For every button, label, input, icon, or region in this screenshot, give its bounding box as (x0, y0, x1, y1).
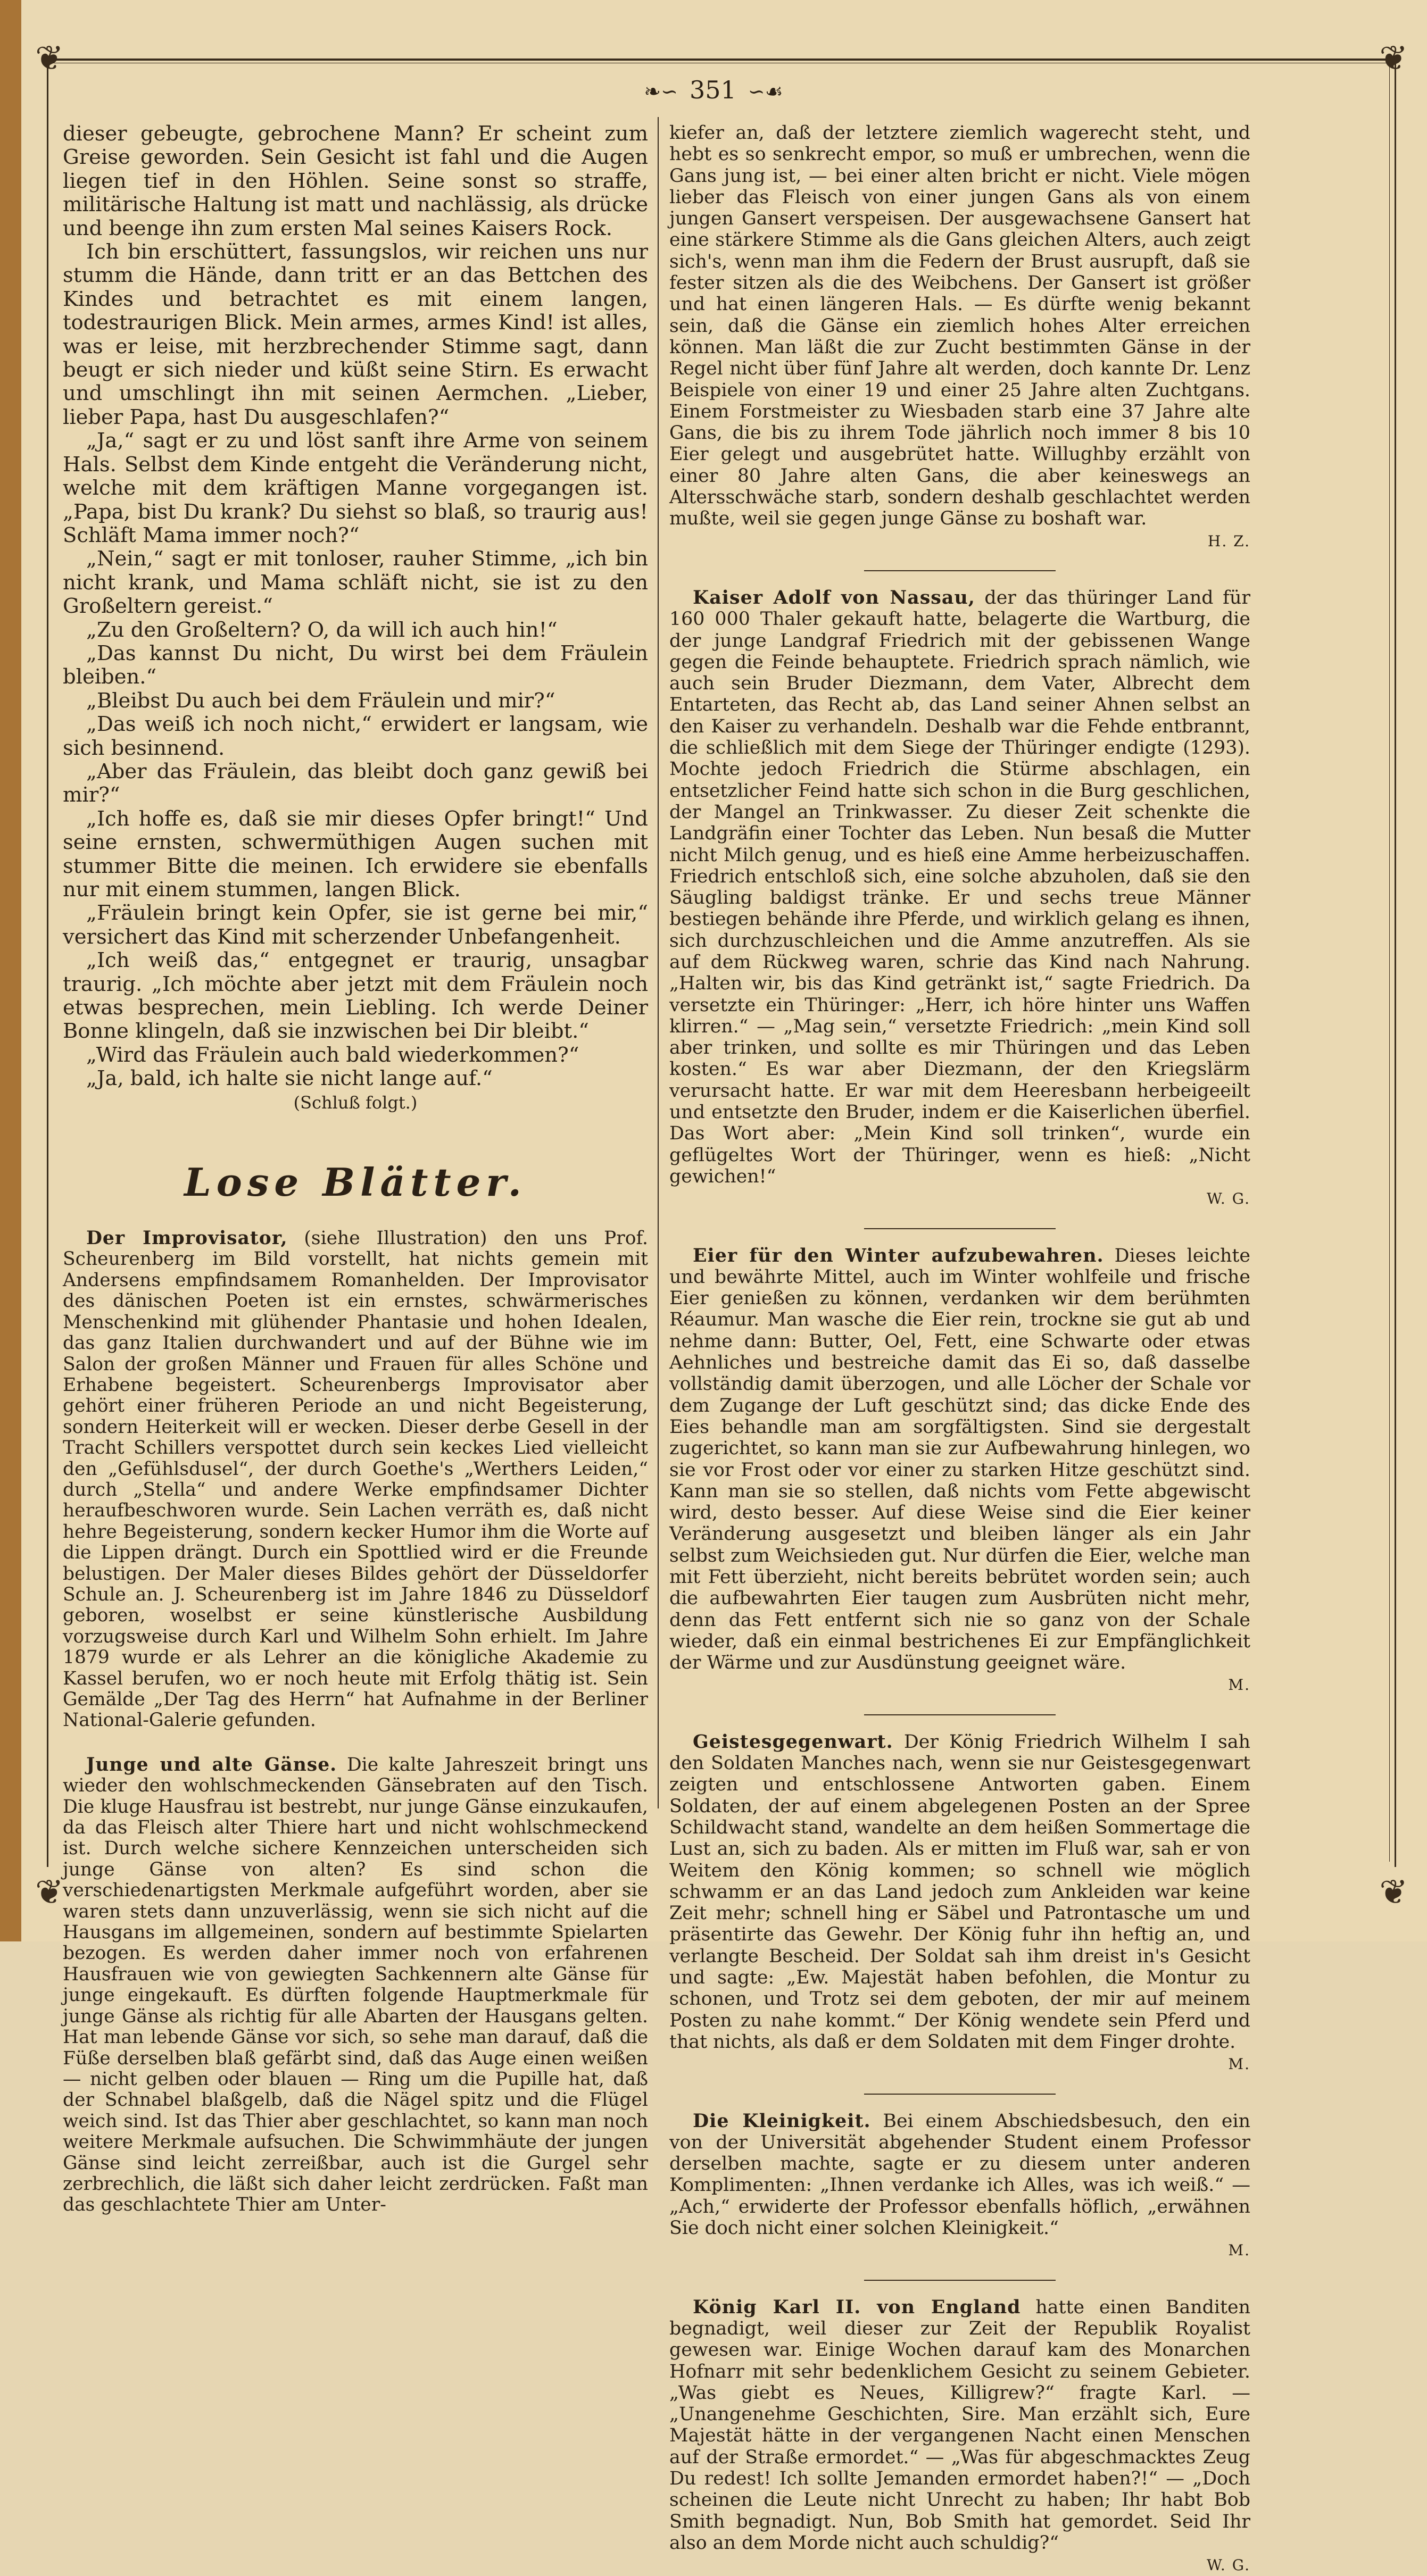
article-heading: Die Kleinigkeit. (693, 2110, 871, 2132)
right-border-inner (1389, 63, 1390, 1862)
author-signature: M. (1228, 2241, 1250, 2260)
author-signature: M. (1228, 1676, 1250, 1694)
article-text: (siehe Illustration) den uns Prof. Scheurenberg im Bild vorstellt, hat nichts gemein mit Andersens empfindsamem Romanhelden. Der Improvisator des dänischen Poeten ist ein ernstes, schwärmerisches Menschenkind mit glühender Phantasie und hohen Idealen, das ganz Italien durchwandert und auf der Bühne wie im Salon der großen Männer und Frauen für alles Schöne und Erhabene begeistert. Scheurenbergs Improvisator aber gehört einer früheren Periode an und nicht Begeisterung, sondern Heiterkeit will er wecken. Dieser derbe Gesell in der Tracht Schillers verspottet durch sein keckes Lied vielleicht den „Gefühlsdusel“, der durch Goethe's „Werthers Leiden,“ durch „Stella“ und andere Werke empfindsamer Dichter heraufbeschworen wurde. Sein Lachen verräth es, daß nicht hehre Begeisterung, sondern kecker Humor ihm die Worte auf die Lippen drängt. Durch ein Spottlied wird er die Freunde belustigen. Der Maler dieses Bildes gehört der Düsseldorfer Schule an. J. Scheurenberg ist im Jahre 1846 zu Düsseldorf geboren, woselbst er seine künstlerische Ausbildung vorzugsweise durch Karl und Wilhelm Sohn erhielt. Im Jahre 1879 wurde er als Lehrer an die königliche Akademie zu Kassel berufen, wo er noch heute mit Erfolg thätig ist. Sein Gemälde „Der Tag des Herrn“ hat Aufnahme in der Berliner National-Galerie gefunden. (63, 1228, 648, 1731)
article-divider (864, 2280, 1056, 2281)
article-text: der das thüringer Land für 160 000 Thaler gekauft hatte, belagerte die Wartburg, die der junge Landgraf Friedrich mit der gebissenen Wange gegen die Feinde behauptete. Friedrich sprach nämlich, wie auch sein Bruder Diezmann, dem Vater, Albrecht dem Entarteten, das Recht ab, das Land seiner Ahnen selbst an den Kaiser zu verhandeln. Deshalb war die Fehde entbrannt, die schließlich mit dem Siege der Thüringer endigte (1293). Mochte jedoch Friedrich die Stürme abschlagen, ein entsetzlicher Feind hatte sich schon in die Burg geschlichen, der Mangel an Trinkwasser. Zu dieser Zeit schenkte die Landgräfin einer Tochter das Leben. Nun besaß die Mutter nicht Milch genug, und es hieß eine Amme herbeizuschaffen. Friedrich entschloß sich, eine solche abzuholen, daß sie den Säugling baldigst tränke. Er und sechs treue Männer bestiegen behände ihre Pferde, und wirklich gelang es ihnen, sich durchzuschleichen und die Amme anzutreffen. Als sie auf dem Rückweg waren, schrie das Kind nach Nahrung. „Halten wir, bis das Kind getränkt ist,“ sagte Friedrich. Da versetzte ein Thüringer: „Herr, ich höre hinter uns Waffen klirren.“ — „Mag sein,“ versetzte Friedrich: „mein Kind soll aber trinken, und sollte es mir Thüringen und das Leben kosten.“ Es war aber Diezmann, der den Kriegslärm verursacht hatte. Er war mit dem Heeresbann herbeigeeilt und entsetzte den Bruder, indem er die Kaiserlichen überfiel. Das Wort aber: „Mein Kind soll trinken“, wurde ein geflügeltes Wort der Thüringer, wenn es hieß: „Nicht gewichen!“ (669, 587, 1250, 1187)
corner-ornament-icon: ❦ (35, 39, 64, 78)
story-paragraph: „Zu den Großeltern? O, da will ich auch hin!“ (86, 618, 558, 642)
article-gaense (63, 1755, 648, 2216)
article-heading: Geistesgegenwart. (693, 1730, 893, 1753)
article-text: Der König Friedrich Wilhelm I sah den Soldaten Manches nach, wenn sie nur Geistesgegenwart zeigten und entschlossene Antworten gaben. Einem Soldaten, der auf einem abgelegenen Posten an der Spree Schildwacht stand, wandelte an dem heißen Sommertage die Lust an, sich zu baden. Als er mitten im Fluß war, sah er von Weitem den König kommen; so schnell wie möglich schwamm er an das Land jedoch zum Ankleiden war keine Zeit mehr; schnell hing er Säbel und Patrontasche um und präsentirte das Gewehr. Der König fuhr ihn heftig an, und verlangte Bescheid. Der Soldat sah ihm dreist in's Gesicht und sagte: „Ew. Majestät haben befohlen, die Montur zu schonen, und Trotz sei dem geboten, der mir auf meinem Posten zu nahe kommt.“ Der König wendete sein Pferd und that nichts, als daß er dem Soldaten mit dem Finger drohte. (669, 1731, 1250, 2053)
article-karl (669, 2297, 1250, 2554)
author-signature: H. Z. (1207, 532, 1250, 550)
left-column (63, 122, 648, 2216)
continuation-note: (Schluß folgt.) (293, 1092, 418, 1113)
article-heading: Eier für den Winter aufzubewahren. (693, 1244, 1104, 1266)
article-text: kiefer an, daß der letztere ziemlich wagerecht steht, und hebt es so senkrecht empor, so muß er umbrechen, wenn die Gans jung ist, — bei einer alten bricht er nicht. Viele mögen lieber das Fleisch von einer jungen Gans als von einem jungen Gansert verspeisen. Der ausgewachsene Gansert hat eine stärkere Stimme als die Gans gleichen Alters, auch zeigt sich's, wenn man ihm die Federn der Brust ausrupft, daß sie fester sitzen als die des Weibchens. Der Gansert ist größer und hat einen längeren Hals. — Es dürfte wenig bekannt sein, daß die Gänse ein ziemlich hohes Alter erreichen können. Man läßt die zur Zucht bestimmten Gänse in der Regel nicht über fünf Jahre alt werden, doch kannte Dr. Lenz Beispiele von einer 19 und einer 25 Jahre alten Zuchtgans. Einem Forstmeister zu Wiesbaden starb eine 37 Jahre alte Gans, die bis zu ihrem Tode jährlich noch immer 8 bis 10 Eier gelegt und ausgebrütet hatte. Willughby erzählt von einer 80 Jahre alten Gans, die aber keineswegs an Altersschwäche starb, sondern deshalb geschlachtet werden mußte, weil sie gegen junge Gänse zu boshaft war. (669, 122, 1250, 530)
article-divider (864, 1714, 1056, 1715)
story-paragraph: „Ja,“ sagt er zu und löst sanft ihre Arme von seinem Hals. Selbst dem Kinde entgeht die Veränderung nicht, welche mit dem kräftigen Manne vorgegangen ist. „Papa, bist Du krank? Du siehst so blaß, so traurig aus! Schläft Mama immer noch?“ (63, 429, 648, 547)
story-paragraph: „Nein,“ sagt er mit tonloser, rauher Stimme, „ich bin nicht krank, und Mama schläft nicht, sie ist zu den Großeltern gereist.“ (63, 547, 648, 619)
section-title: Lose Blätter. (184, 1160, 527, 1205)
article-divider (864, 2094, 1056, 2095)
article-divider (864, 570, 1056, 571)
article-adolf (669, 587, 1250, 1187)
article-improvisator (63, 1228, 648, 1731)
column-divider (658, 117, 659, 1808)
article-heading: Der Improvisator, (86, 1228, 288, 1249)
corner-ornament-icon: ❦ (1379, 39, 1408, 78)
author-signature: W. G. (1207, 1190, 1250, 1208)
page-header (0, 76, 1427, 104)
page-edge (0, 0, 21, 1941)
header-ornament-icon: ❧∽ (644, 80, 678, 103)
right-border (1395, 59, 1396, 1867)
story-paragraph: „Das kannst Du nicht, Du wirst bei dem Fräulein bleiben.“ (63, 641, 648, 689)
story-paragraph: „Ich hoffe es, daß sie mir dieses Opfer bringt!“ Und seine ernsten, schwermüthigen Augen suchen mit stummer Bitte die meinen. Ich erwidere sie ebenfalls nur mit einem stummen, langen Blick. (63, 806, 648, 902)
story-paragraph: „Ja, bald, ich halte sie nicht lange auf.“ (86, 1066, 493, 1091)
page-number: 351 (689, 76, 736, 104)
corner-ornament-icon: ❦ (35, 1873, 64, 1912)
article-eier (669, 1245, 1250, 1674)
top-border (48, 59, 1395, 61)
story-paragraph: „Das weiß ich noch nicht,“ erwidert er langsam, wie sich besinnend. (63, 712, 648, 760)
author-signature: M. (1228, 2055, 1250, 2073)
story-paragraph: „Bleibst Du auch bei dem Fräulein und mir?“ (86, 688, 555, 713)
story-paragraph: „Fräulein bringt kein Opfer, sie ist gerne bei mir,“ versichert das Kind mit scherzender Unbefangenheit. (63, 901, 648, 949)
story-paragraph: „Aber das Fräulein, das bleibt doch ganz gewiß bei mir?“ (63, 759, 648, 807)
right-column (669, 122, 1250, 2576)
story-paragraph: Ich bin erschüttert, fassungslos, wir reichen uns nur stumm die Hände, dann tritt er an das Bettchen des Kindes und betrachtet es mit einem langen, todestraurigen Blick. Mein armes, armes Kind! ist alles, was er leise, mit herzbrechender Stimme sagt, dann beugt er sich nieder und küßt seine Stirn. Es erwacht und umschlingt ihn mit seinen Aermchen. „Lieber, lieber Papa, hast Du ausgeschlafen?“ (63, 240, 648, 429)
article-heading: König Karl II. von England (693, 2296, 1021, 2318)
article-kleinigkeit (669, 2111, 1250, 2239)
header-ornament-icon: ∽☙ (748, 80, 783, 103)
story-paragraph: „Wird das Fräulein auch bald wiederkommen?“ (86, 1043, 579, 1067)
author-signature: W. G. (1207, 2556, 1250, 2574)
article-text: hatte einen Banditen begnadigt, weil dieser zur Zeit der Republik Royalist gewesen war. Einige Wochen darauf kam des Monarchen Hofnarr mit sehr bedenklichem Gesicht zu seinem Gebieter. „Was giebt es Neues, Killigrew?“ fragte Karl. — „Unangenehme Geschichten, Sire. Man erzählt sich, Eure Majestät hätte in der vergangenen Nacht einen Menschen auf der Straße ermordet.“ — „Was für abgeschmacktes Zeug Du redest! Ich sollte Jemanden ermordet haben?!“ — „Doch scheinen die Leute nicht Unrecht zu haben; Ihr habt Bob Smith begnadigt. Nun, Bob Smith hat gemordet. Seid Ihr also an dem Morde nicht auch schuldig?“ (669, 2296, 1251, 2554)
story-paragraph: dieser gebeugte, gebrochene Mann? Er scheint zum Greise geworden. Sein Gesicht ist fahl und die Augen liegen tief in den Höhlen. Seine sonst so straffe, militärische Haltung ist matt und nachlässig, als drücke und beenge ihn zum ersten Mal seines Kaisers Rock. (63, 122, 648, 240)
article-text: Dieses leichte und bewährte Mittel, auch im Winter wohlfeile und frische Eier genießen zu können, verdanken wir dem berühmten Réaumur. Man wasche die Eier rein, trockne sie gut ab und nehme dann: Butter, Oel, Fett, eine Schwarte oder etwas Aehnliches und bestreiche damit das Ei so, daß dasselbe vollständig damit überzogen, und alle Löcher der Schale vor dem Zugange der Luft geschützt sind; das dicke Ende des Eies behandle man am sorgfältigsten. Sind sie dergestalt zugerichtet, so kann man sie zur Aufbewahrung hinlegen, wo sie vor Frost oder vor einer zu starken Hitze geschützt sind. Kann man sie so stellen, daß nichts vom Fette abgewischt wird, desto besser. Auf diese Weise sind die Eier keiner Veränderung ausgesetzt und bleiben länger als ein Jahr selbst zum Weichsieden gut. Nur dürfen die Eier, welche man mit Fett überzieht, nicht bereits bebrütet worden sein; auch die aufbewahrten Eier taugen zum Ausbrüten nicht mehr, denn das Fett entfernt sich nie so ganz von der Schale wieder, daß ein einmal bestrichenes Ei zur Empfänglichkeit der Wärme und zur Ausdünstung geeignet wäre. (669, 1245, 1250, 1674)
article-text: Die kalte Jahreszeit bringt uns wieder den wohlschmeckenden Gänsebraten auf den Tisch. Die kluge Hausfrau ist bestrebt, nur junge Gänse einzukaufen, da das Fleisch alter Thiere hart und nicht wohlschmeckend ist. Durch welche sichere Kennzeichen unterscheiden sich junge Gänse von alten? Es sind schon die verschiedenartigsten Merkmale aufgeführt worden, aber sie waren stets dann unzuverlässig, wenn sie sich nicht auf die Hausgans im allgemeinen, sondern auf bestimmte Spielarten bezogen. Es werden daher immer noch von erfahrenen Hausfrauen wie von gewiegten Sachkennern alte Gänse für junge eingekauft. Es dürften folgende Hauptmerkmale für junge Gänse als richtig für alle Abarten der Hausgans gelten. Hat man lebende Gänse vor sich, so sehe man darauf, daß die Füße derselben blaß gefärbt sind, daß das Auge einen weißen — nicht gelben oder blauen — Ring um die Pupille hat, daß der Schnabel blaßgelb, daß die Nägel spitz und die Flügel weich sind. Ist das Thier aber geschlachtet, so kann man noch weitere Merkmale aufsuchen. Die Schwimmhäute der jungen Gänse sind leicht zerreißbar, auch ist die Gurgel sehr zerbrechlich, die läßt sich daher leicht zerdrücken. Faßt man das geschlachtete Thier am Unter- (63, 1754, 648, 2216)
article-text: Bei einem Abschiedsbesuch, den ein von der Universität abgehender Student einem Professor derselben machte, sagte er zu diesem unter anderen Komplimenten: „Ihnen verdanke ich Alles, was ich weiß.“ — „Ach,“ erwiderte der Professor ebenfalls höflich, „erwähnen Sie doch nicht einer solchen Kleinigkeit.“ (669, 2110, 1250, 2239)
story-paragraph: „Ich weiß das,“ entgegnet er traurig, unsagbar traurig. „Ich möchte aber jetzt mit dem Fräulein noch etwas besprechen, mein Liebling. Ich werde Deiner Bonne klingeln, daß sie inzwischen bei Dir bleibt.“ (63, 948, 648, 1044)
article-heading: Kaiser Adolf von Nassau, (693, 586, 975, 608)
article-geistesgegenwart (669, 1731, 1250, 2053)
article-heading: Junge und alte Gänse. (86, 1754, 337, 1775)
corner-ornament-icon: ❦ (1379, 1873, 1408, 1912)
article-divider (864, 1228, 1056, 1229)
left-border (47, 59, 48, 1867)
